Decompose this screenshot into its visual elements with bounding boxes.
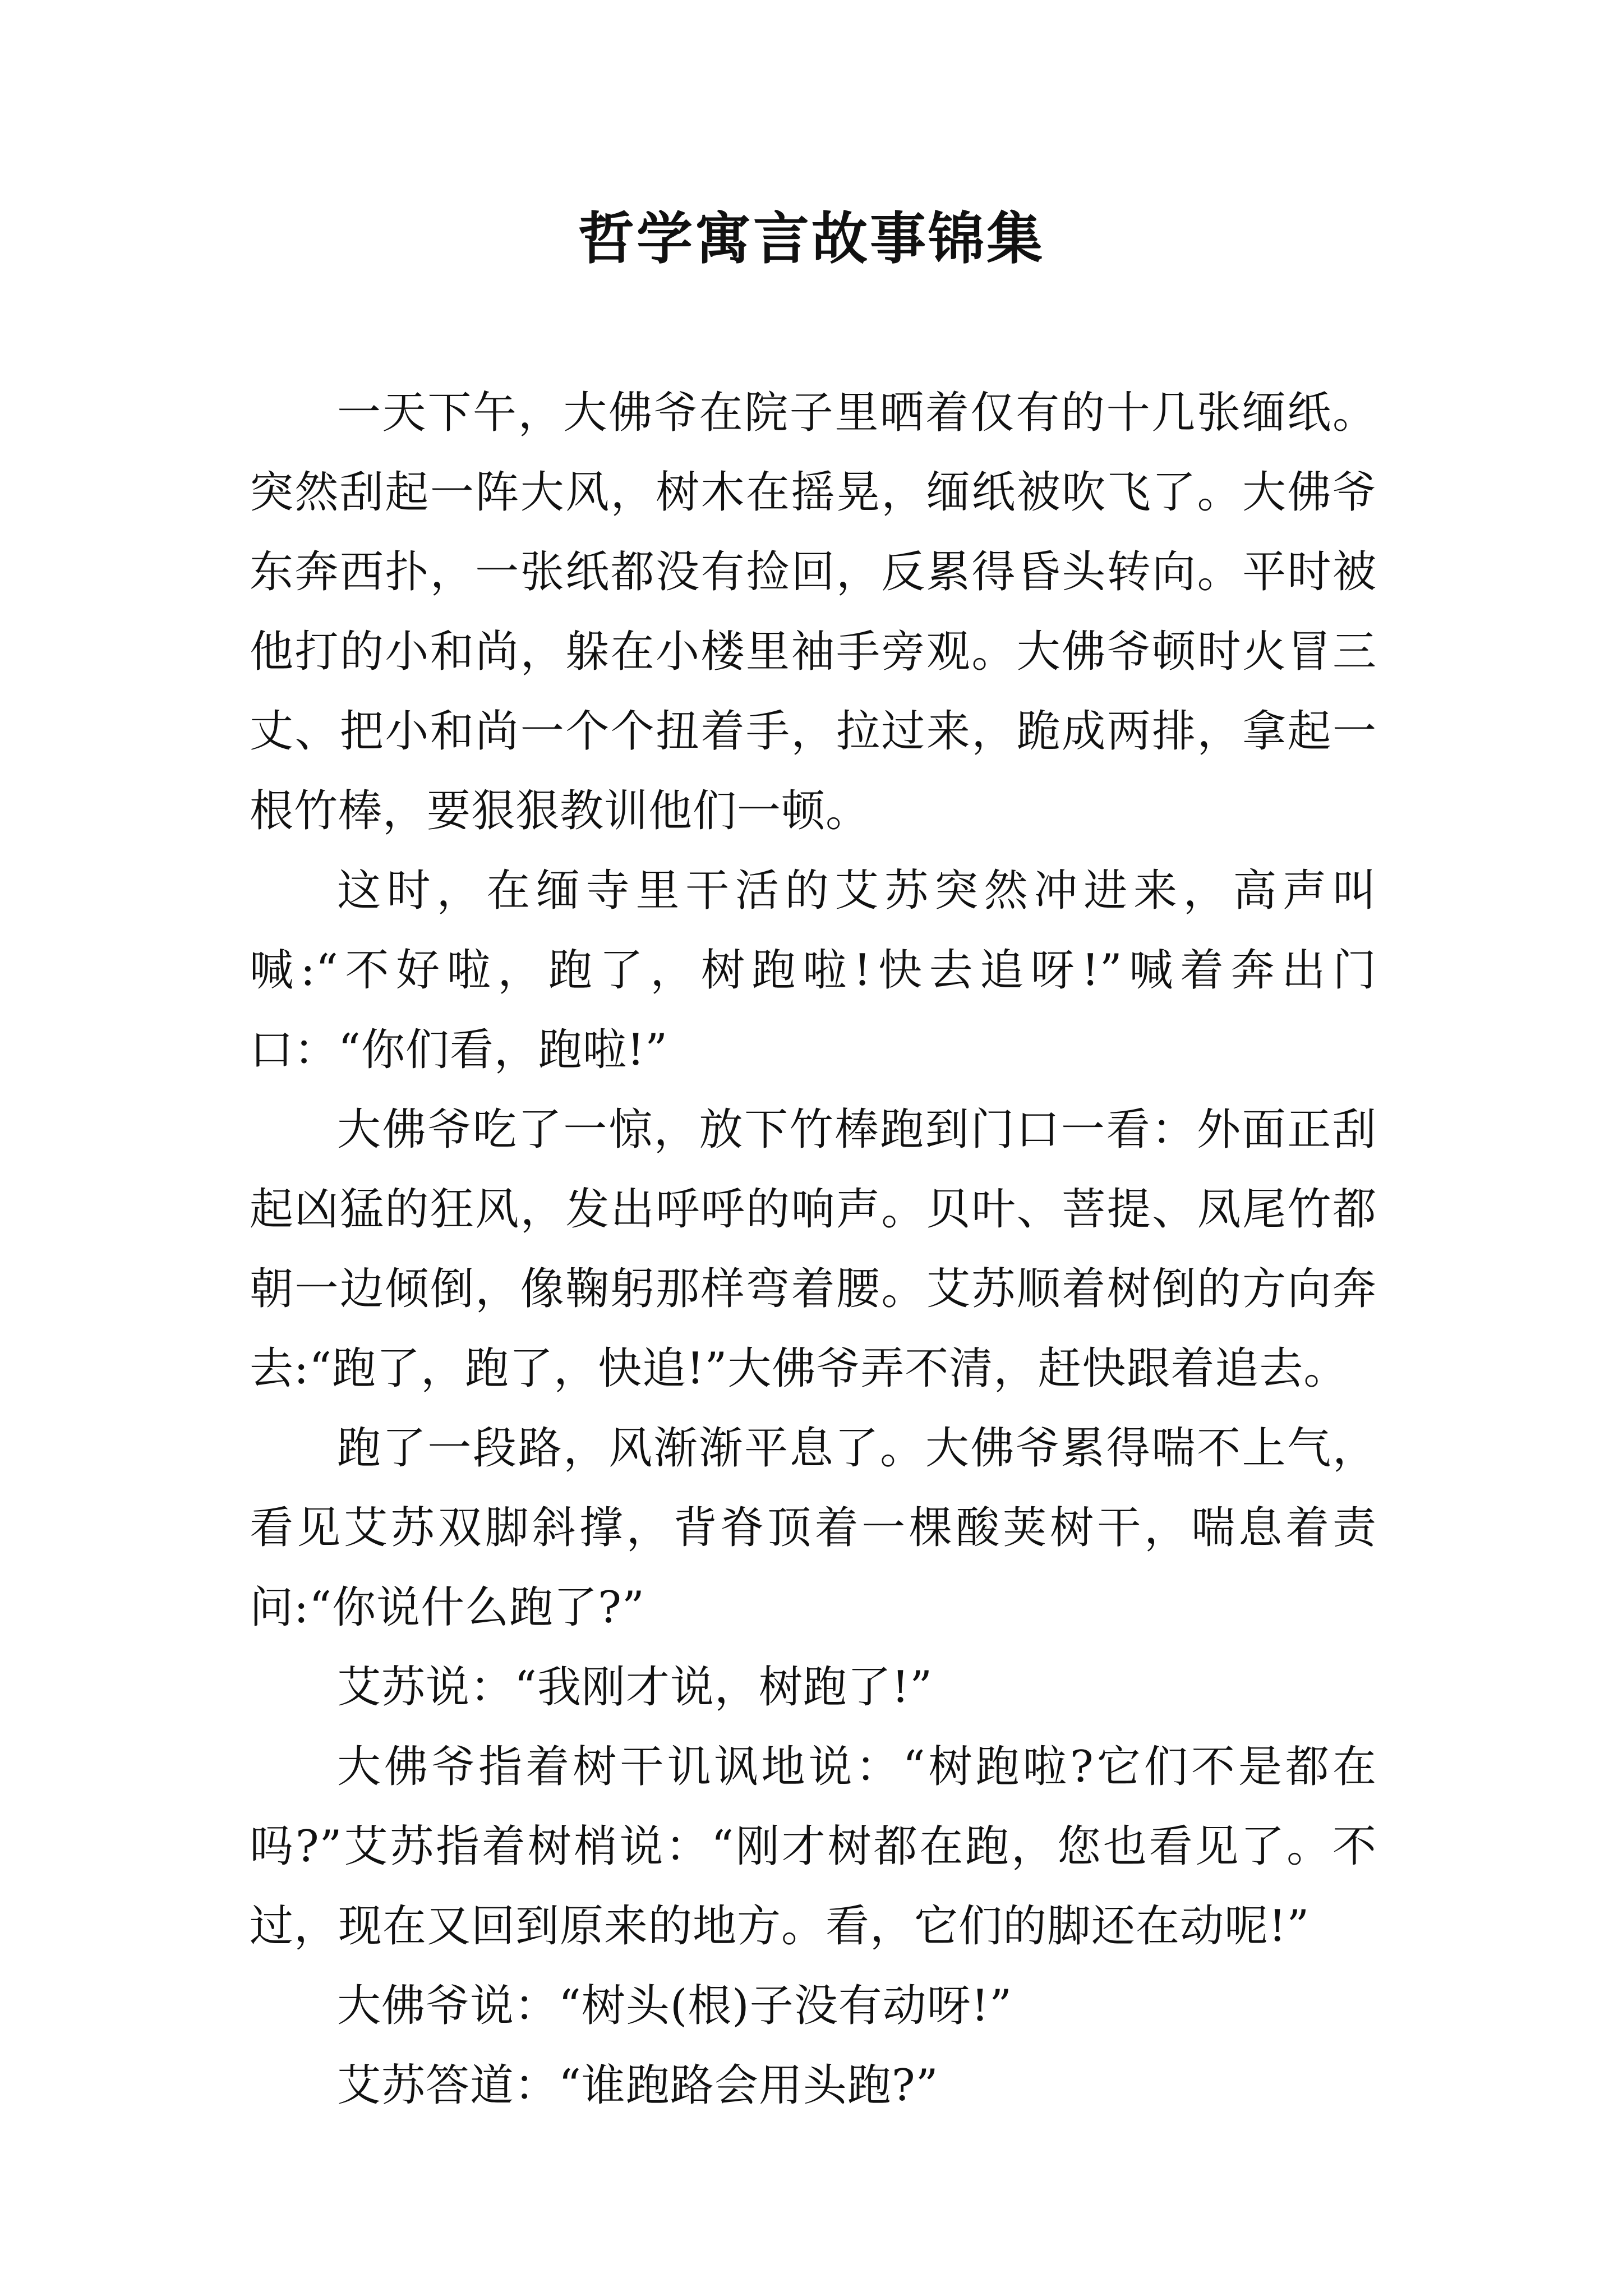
- paragraph: 大佛爷指着树干讥讽地说：“树跑啦?它们不是都在吗?”艾苏指着树梢说：“刚才树都在跑，您也看见了。不过，现在又回到原来的地方。看，它们的脚还在动呢!”: [250, 1742, 1377, 1952]
- document-title: 哲学寓言故事锦集: [578, 205, 1045, 272]
- document-body: [250, 373, 1377, 2125]
- paragraph: 大佛爷吃了一惊，放下竹棒跑到门口一看：外面正刮起凶猛的狂风，发出呼呼的响声。贝叶、菩提、凤尾竹都朝一边倾倒，像鞠躬那样弯着腰。艾苏顺着树倒的方向奔去:“跑了，跑了，快追!”大佛爷弄不清，赶快跟着追去。: [250, 1105, 1377, 1394]
- paragraph: 一天下午，大佛爷在院子里晒着仅有的十几张缅纸。突然刮起一阵大风，树木在摇晃，缅纸被吹飞了。大佛爷东奔西扑，一张纸都没有捡回，反累得昏头转向。平时被他打的小和尚，躲在小楼里袖手旁观。大佛爷顿时火冒三丈、把小和尚一个个扭着手，拉过来，跪成两排，拿起一根竹棒，要狠狠教训他们一顿。: [250, 388, 1377, 836]
- paragraph: 跑了一段路，风渐渐平息了。大佛爷累得喘不上气，看见艾苏双脚斜撑，背脊顶着一棵酸荚树干，喘息着责问:“你说什么跑了?”: [250, 1423, 1377, 1633]
- paragraph: 艾苏答道：“谁跑路会用头跑?”: [337, 2060, 939, 2111]
- paragraph: 艾苏说：“我刚才说，树跑了!”: [337, 1662, 933, 1713]
- paragraph: 这时，在缅寺里干活的艾苏突然冲进来，高声叫喊:“不好啦，跑了，树跑啦!快去追呀!”喊着奔出门口：“你们看，跑啦!”: [250, 866, 1377, 1075]
- paragraph: 大佛爷说：“树头(根)子没有动呀!”: [337, 1981, 1012, 2031]
